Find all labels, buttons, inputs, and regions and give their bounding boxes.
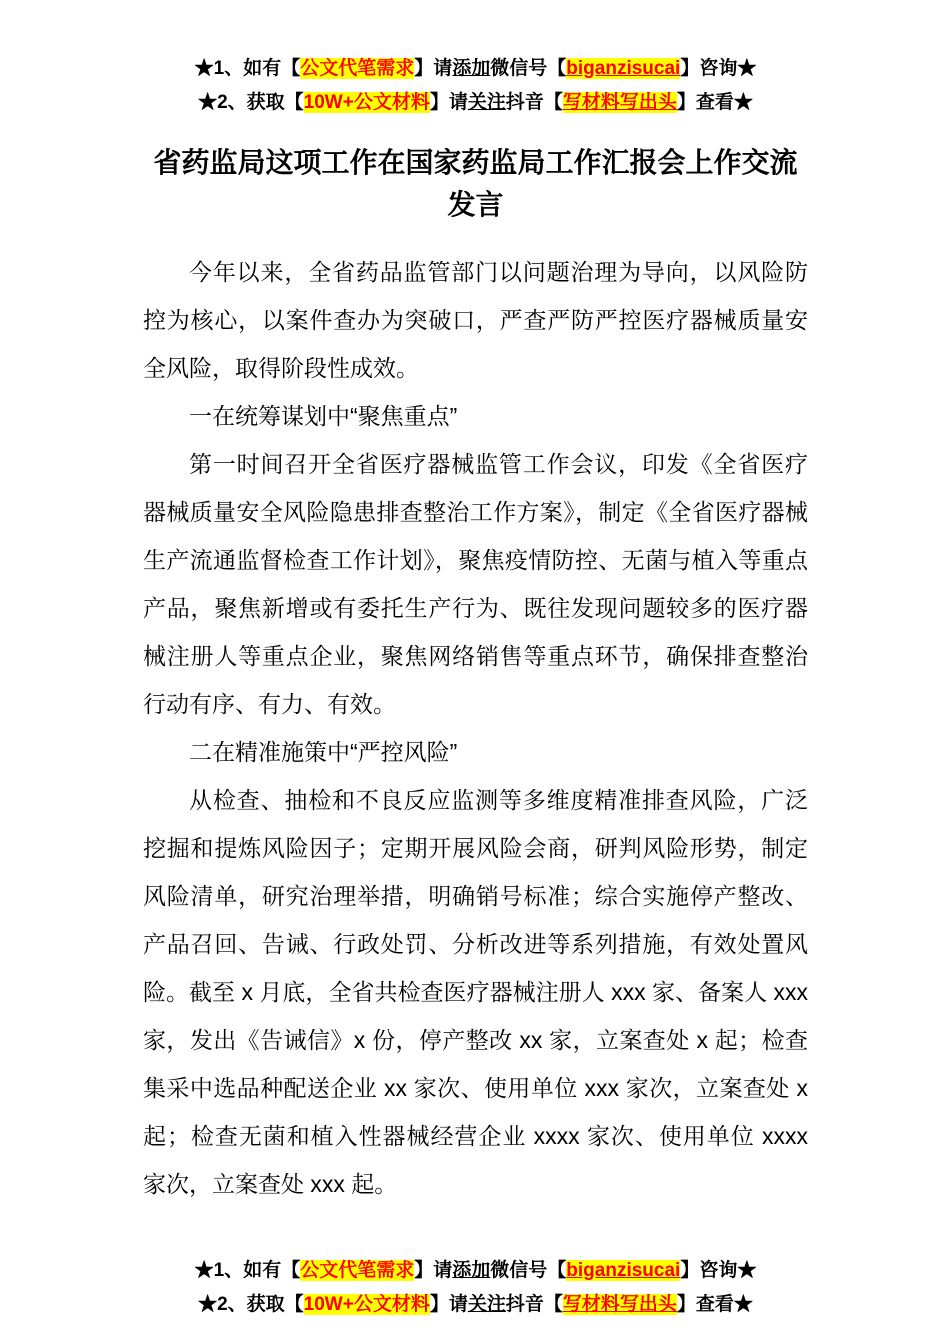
promo-text-mid2: 抖音【 — [505, 1294, 563, 1315]
highlight-materials-offer: 10W+公文材料 — [303, 1294, 430, 1315]
paragraph-section-1: 第一时间召开全省医疗器械监管工作会议，印发《全省医疗器械质量安全风险隐患排查整治工作方案》，制定《全省医疗器械生产流通监督检查工作计划》，聚焦疫情防控、无菌与植入等重点产品，聚焦新增或有委托生产行为、既往发现问题较多的医疗器械注册人等重点企业，聚焦网络销售等重点环节，确保排查整治行动有序、有力、有效。 — [143, 451, 808, 717]
underline-add-action: 添加 — [452, 1260, 491, 1281]
promo-text-mid: 】请 — [414, 1260, 453, 1281]
douyin-account: 写材料写出头 — [562, 92, 677, 113]
section-heading-1: 一在统筹谋划中“聚焦重点” — [189, 403, 458, 429]
promo-text-mid2: 抖音【 — [505, 92, 563, 113]
promo-line-2 — [143, 86, 808, 120]
highlight-writing-service: 公文代笔需求 — [300, 58, 415, 79]
underline-follow-action: 关注 — [467, 92, 506, 113]
promo-text-prefix: ★1、如有【 — [194, 1260, 301, 1281]
section-heading-2: 二在精准施策中“严控风险” — [189, 739, 458, 765]
paragraph-section-2: 从检查、抽检和不良反应监测等多维度精准排查风险，广泛挖掘和提炼风险因子；定期开展风险会商，研判风险形势，制定风险清单，研究治理举措，明确销号标准；综合实施停产整改、产品召回、告诫、行政处罚、分析改进等系列措施，有效处置风险。截至 x 月底，全省共检查医疗器械注册人 xxx 家、备案人 xxx 家，发出《告诫信》x 份，停产整改 xx 家，立案查处 x 起；检查集采中选品种配送企业 xx 家次、使用单位 xxx 家次，立案查处 x 起；检查无菌和植入性器械经营企业 xxxx 家次、使用单位 xxxx 家次，立案查处 xxx 起。 — [143, 787, 808, 1197]
promo-text-mid2: 微信号【 — [490, 1260, 567, 1281]
promo-text-prefix: ★1、如有【 — [194, 58, 301, 79]
promo-line-1 — [143, 52, 808, 86]
promo-text-suffix: 】咨询★ — [680, 1260, 757, 1281]
promo-text-mid: 】请 — [414, 58, 453, 79]
promo-text-suffix: 】查看★ — [676, 92, 753, 113]
document-body — [143, 248, 808, 1208]
promo-line-2 — [143, 1288, 808, 1322]
promo-text-suffix: 】咨询★ — [680, 58, 757, 79]
promo-text-mid: 】请 — [429, 1294, 468, 1315]
promo-line-1 — [143, 1254, 808, 1288]
page-title: 省药监局这项工作在国家药监局工作汇报会上作交流发言 — [153, 147, 798, 220]
douyin-account: 写材料写出头 — [562, 1294, 677, 1315]
promo-text-mid2: 微信号【 — [490, 58, 567, 79]
underline-follow-action: 关注 — [467, 1294, 506, 1315]
highlight-writing-service: 公文代笔需求 — [300, 1260, 415, 1281]
wechat-id: biganzisucai — [566, 58, 681, 79]
highlight-materials-offer: 10W+公文材料 — [303, 92, 430, 113]
promo-text-prefix: ★2、获取【 — [198, 1294, 304, 1315]
promo-notice-bottom — [143, 1254, 808, 1322]
promo-text-mid: 】请 — [429, 92, 468, 113]
underline-add-action: 添加 — [452, 58, 491, 79]
wechat-id: biganzisucai — [566, 1260, 681, 1281]
promo-text-prefix: ★2、获取【 — [198, 92, 304, 113]
promo-notice-top — [143, 52, 808, 120]
promo-text-suffix: 】查看★ — [676, 1294, 753, 1315]
paragraph-intro: 今年以来，全省药品监管部门以问题治理为导向，以风险防控为核心，以案件查办为突破口，严查严防严控医疗器械质量安全风险，取得阶段性成效。 — [143, 259, 808, 381]
